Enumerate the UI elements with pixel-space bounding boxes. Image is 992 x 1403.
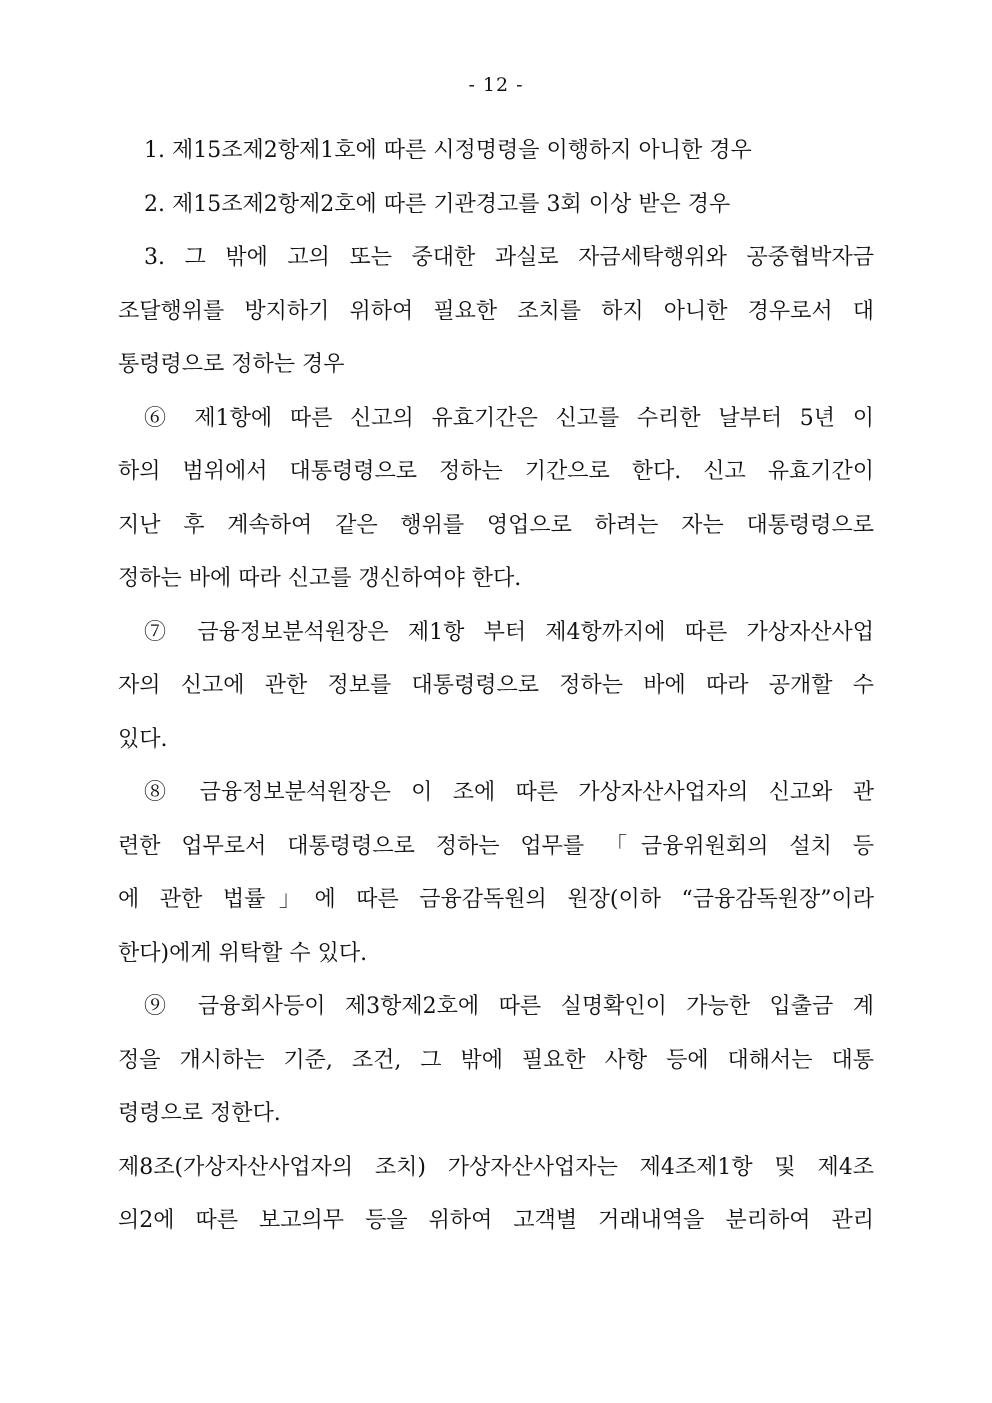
item-1-text: 1. 제15조제2항제1호에 따른 시정명령을 이행하지 아니한 경우 xyxy=(144,138,752,163)
item-2-text: 2. 제15조제2항제2호에 따른 기관경고를 3회 이상 받은 경우 xyxy=(144,191,731,217)
paragraph-8-line-2: 련한 업무로서 대통령령으로 정하는 업무를 「금융위원회의 설치 등 xyxy=(118,833,874,859)
paragraph-8-line-3: 에 관한 법률」에 따른 금융감독원의 원장(이하 “금융감독원장”이라 xyxy=(118,887,874,912)
paragraph-7-line-1: ⑦ 금융정보분석원장은 제1항 부터 제4항까지에 따른 가상자산사업 xyxy=(144,619,874,645)
paragraph-7-line-2: 자의 신고에 관한 정보를 대통령령으로 정하는 바에 따라 공개할 수 xyxy=(118,673,874,698)
paragraph-6-line-4: 정하는 바에 따라 신고를 갱신하여야 한다. xyxy=(118,566,522,591)
paragraph-7-line-3: 있다. xyxy=(118,726,168,752)
paragraph-9-line-1: ⑨ 금융회사등이 제3항제2호에 따른 실명확인이 가능한 입출금 계 xyxy=(144,994,874,1019)
page-number: - 12 - xyxy=(468,74,524,96)
paragraph-6-line-3: 지난 후 계속하여 같은 행위를 영업으로 하려는 자는 대통령령으로 xyxy=(118,512,874,538)
paragraph-6-line-2: 하의 범위에서 대통령령으로 정하는 기간으로 한다. 신고 유효기간이 xyxy=(118,459,874,484)
paragraph-8-line-1: ⑧ 금융정보분석원장은 이 조에 따른 가상자산사업자의 신고와 관 xyxy=(144,780,874,805)
item-3-line-1: 3. 그 밖에 고의 또는 중대한 과실로 자금세탁행위와 공중협박자금 xyxy=(144,245,874,270)
item-3-line-3: 통령령으로 정하는 경우 xyxy=(118,352,345,377)
document-body xyxy=(118,124,874,1248)
article-8-line-1: 제8조(가상자산사업자의 조치) 가상자산사업자는 제4조제1항 및 제4조 xyxy=(118,1154,874,1180)
item-3-line-2: 조달행위를 방지하기 위하여 필요한 조치를 하지 아니한 경우로서 대 xyxy=(118,298,874,324)
paragraph-9-line-2: 정을 개시하는 기준, 조건, 그 밖에 필요한 사항 등에 대해서는 대통 xyxy=(118,1047,874,1073)
paragraph-9-line-3: 령령으로 정한다. xyxy=(118,1101,281,1126)
paragraph-8-line-4: 한다)에게 위탁할 수 있다. xyxy=(118,940,368,966)
article-8-line-2: 의2에 따른 보고의무 등을 위하여 고객별 거래내역을 분리하여 관리 xyxy=(118,1208,874,1233)
paragraph-6-line-1: ⑥ 제1항에 따른 신고의 유효기간은 신고를 수리한 날부터 5년 이 xyxy=(144,405,874,431)
